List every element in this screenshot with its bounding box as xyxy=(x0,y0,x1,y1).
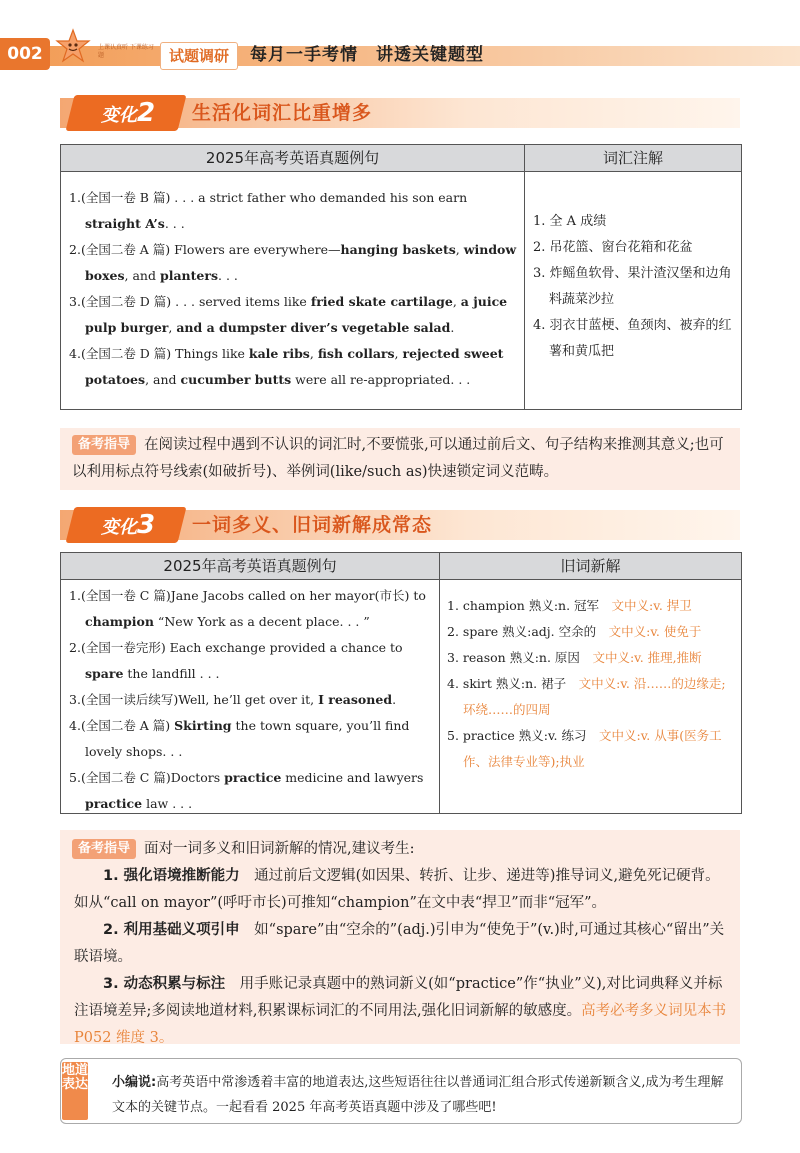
key-phrase: window boxes xyxy=(85,242,517,283)
section2-gloss-1: 1. 全 A 成绩 xyxy=(533,214,607,229)
key-phrase: I reasoned xyxy=(318,692,393,707)
page-number: 002 xyxy=(0,38,50,70)
section2-col-glosses: 词汇注解 xyxy=(525,145,741,171)
gloss-old-meaning: 熟义:n. 裙子 xyxy=(495,676,567,691)
example-text: , xyxy=(168,320,177,335)
tip1-text: 备考指导 在阅读过程中遇到不认识的词汇时,不要慌张,可以通过前后文、句子结构来推测其意义;也可以利用标点符号线索(如破折号)、举例词(like/such as)快速锁定词义范畴。 xyxy=(72,437,724,480)
gloss-spacer xyxy=(566,676,579,691)
example-text: “New York as a decent place. . . ” xyxy=(153,614,370,629)
example-number: 3. xyxy=(69,692,81,707)
example-text: the landfill . . . xyxy=(123,666,220,681)
gloss-number: 3. xyxy=(447,650,463,665)
gloss-number: 2. xyxy=(447,624,463,639)
tip2-item-head: 2. 利用基础义项引申 xyxy=(103,922,240,938)
tip2-item-head: 1. 强化语境推断能力 xyxy=(103,868,240,884)
tip2-box xyxy=(60,830,740,1044)
example-text: . . . xyxy=(164,216,185,231)
section2-gloss-list xyxy=(533,209,733,365)
tip2-item-body: 用手账记录真题中的熟词新义(如“practice”作“执业”义),对比词典释义并标注语境差异;多阅读地道材料,积累课标词汇的不同用法,强化旧词新解的敏感度。 xyxy=(74,976,723,1019)
key-phrase: fried skate cartilage xyxy=(310,294,453,309)
gloss-spacer xyxy=(580,650,593,665)
example-text: , xyxy=(455,242,464,257)
example-text: . . . xyxy=(218,268,238,283)
key-phrase: planters xyxy=(159,268,218,283)
example-number: 4. xyxy=(69,718,81,733)
example-text: Things like xyxy=(171,346,249,361)
key-phrase: a juice pulp burger xyxy=(85,294,508,335)
example-number: 5. xyxy=(69,770,81,785)
example-text: . xyxy=(450,320,455,335)
tip2-label: 备考指导 xyxy=(72,839,136,859)
key-phrase: and a dumpster diver’s vegetable salad xyxy=(176,320,451,335)
example-text: , xyxy=(394,346,403,361)
section2-gloss-4: 4. 羽衣甘蓝梗、鱼颈肉、被弃的红薯和黄瓜把 xyxy=(533,318,732,359)
key-phrase: spare xyxy=(85,666,124,681)
example-number: 1. xyxy=(69,588,81,603)
section2-title: 生活化词汇比重增多 xyxy=(192,102,373,124)
example-number: 3. xyxy=(69,294,81,309)
bottom-side-label: 地道表达 xyxy=(62,1062,88,1120)
section2-tag: 变化2 xyxy=(100,98,156,128)
key-phrase: hanging baskets xyxy=(340,242,456,257)
section2-example-list xyxy=(69,185,517,393)
example-source: (全国二卷 D 篇) xyxy=(80,294,172,309)
section2-example-3 xyxy=(69,289,517,341)
section3-gloss-5 xyxy=(447,723,735,775)
example-text: Jane Jacobs called on her mayor(市长) to xyxy=(170,588,426,603)
example-text: law . . . xyxy=(142,796,193,811)
example-text: the town square, you’ll find lovely shops. . . xyxy=(85,718,410,759)
gloss-new-meaning: 文中义:v. 沿……的边缘走;环绕……的四周 xyxy=(463,676,726,717)
gloss-old-meaning: 熟义:v. 练习 xyxy=(518,728,587,743)
gloss-word: reason xyxy=(462,650,510,665)
example-text: , xyxy=(452,294,461,309)
tip2-list xyxy=(74,863,728,1052)
section2-gloss-3: 3. 炸鳐鱼软骨、果汁渣汉堡和边角料蔬菜沙拉 xyxy=(533,266,732,307)
example-text: Each exchange provided a chance to xyxy=(165,640,403,655)
section3-example-1 xyxy=(69,583,433,635)
example-text: Doctors xyxy=(170,770,225,785)
section3-example-3 xyxy=(69,687,433,713)
example-source: (全国一卷 C 篇) xyxy=(80,588,171,603)
example-source: (全国二卷 C 篇) xyxy=(80,770,171,785)
key-phrase: champion xyxy=(85,614,154,629)
example-number: 1. xyxy=(69,190,81,205)
gloss-number: 4. xyxy=(447,676,463,691)
section2-example-1 xyxy=(69,185,517,237)
key-phrase: Skirting xyxy=(174,718,232,733)
gloss-old-meaning: 熟义:n. 原因 xyxy=(509,650,580,665)
gloss-spacer xyxy=(596,624,609,639)
section3-example-2 xyxy=(69,635,433,687)
tip2-reference: 高考必考多义词见本书 P052 维度 3。 xyxy=(74,1003,727,1046)
section2-example-2 xyxy=(69,237,517,289)
gloss-word: spare xyxy=(462,624,503,639)
section2-table xyxy=(60,144,742,410)
key-phrase: practice xyxy=(224,770,282,785)
section3-table xyxy=(60,552,742,814)
tip2-item-body: 如“spare”由“空余的”(adj.)引申为“使免于”(v.)时,可通过其核心“留出”关联语境。 xyxy=(74,922,725,965)
example-text: Flowers are everywhere— xyxy=(170,242,341,257)
section2-col-examples: 2025年高考英语真题例句 xyxy=(61,145,524,171)
gloss-old-meaning: 熟义:adj. 空余的 xyxy=(502,624,597,639)
section3-gloss-1 xyxy=(447,593,735,619)
gloss-number: 1. xyxy=(447,598,463,613)
gloss-word: champion xyxy=(462,598,529,613)
bottom-text: 小编说:高考英语中常渗透着丰富的地道表达,这些短语往往以普通词汇组合形式传递新颖含义,成为考生理解文本的关键节点。一起看看 2025 年高考英语真题中涉及了哪些吧! xyxy=(112,1075,724,1115)
example-source: (全国一卷 B 篇) xyxy=(80,190,171,205)
gloss-new-meaning: 文中义:v. 捍卫 xyxy=(611,598,692,613)
example-text: Well, he’ll get over it, xyxy=(178,692,319,707)
section3-gloss-2 xyxy=(447,619,735,645)
example-text: , and xyxy=(124,268,160,283)
section3-gloss-4 xyxy=(447,671,735,723)
example-text: , xyxy=(309,346,318,361)
section3-title: 一词多义、旧词新解成常态 xyxy=(192,514,433,536)
example-number: 4. xyxy=(69,346,81,361)
example-source: (全国二卷 A 篇) xyxy=(80,718,171,733)
tip2-item-2 xyxy=(74,917,728,971)
tip1-box xyxy=(60,428,740,490)
gloss-word: practice xyxy=(462,728,519,743)
section2-gloss-2: 2. 吊花篮、窗台花箱和花盆 xyxy=(533,240,693,255)
section3-tag: 变化3 xyxy=(100,510,156,540)
example-source: (全国一卷完形) xyxy=(80,640,166,655)
section3-gloss-list xyxy=(447,593,735,775)
gloss-spacer xyxy=(586,728,599,743)
tip2-intro: 备考指导 面对一词多义和旧词新解的情况,建议考生: xyxy=(72,836,728,863)
section2-example-4 xyxy=(69,341,517,393)
gloss-new-meaning: 文中义:v. 使免于 xyxy=(608,624,702,639)
example-text: . . . a strict father who demanded his son earn xyxy=(170,190,468,205)
example-number: 2. xyxy=(69,640,81,655)
gloss-number: 5. xyxy=(447,728,463,743)
tip2-item-body: 通过前后文逻辑(如因果、转折、让步、递进等)推导词义,避免死记硬背。如从“call on mayor”(呼吁市长)可推知“champion”在文中表“捍卫”而非“冠军”。 xyxy=(74,868,720,911)
example-text: , and xyxy=(145,372,181,387)
section3-example-list xyxy=(69,583,433,817)
section3-gloss-3 xyxy=(447,645,735,671)
key-phrase: kale ribs xyxy=(248,346,310,361)
section3-col-glosses: 旧词新解 xyxy=(440,553,741,579)
example-text: medicine and lawyers xyxy=(281,770,424,785)
tip2-item-3 xyxy=(74,971,728,1052)
header-tag: 试题调研 xyxy=(160,42,238,70)
example-source: (全国二卷 A 篇) xyxy=(80,242,171,257)
gloss-new-meaning: 文中义:v. 推理,推断 xyxy=(592,650,702,665)
example-text: were all re-appropriated. . . xyxy=(291,372,471,387)
mascot-icon xyxy=(54,28,92,70)
example-text: . . . served items like xyxy=(171,294,311,309)
gloss-word: skirt xyxy=(462,676,496,691)
key-phrase: fish collars xyxy=(317,346,395,361)
gloss-old-meaning: 熟义:n. 冠军 xyxy=(528,598,600,613)
tip2-item-1 xyxy=(74,863,728,917)
example-text: . xyxy=(392,692,397,707)
section3-example-5 xyxy=(69,765,433,817)
section3-col-examples: 2025年高考英语真题例句 xyxy=(61,553,439,579)
mascot-caption: 上课认真听 下课练习题 xyxy=(98,44,154,59)
gloss-new-meaning: 文中义:v. 从事(医务工作、法律专业等);执业 xyxy=(463,728,722,769)
section3-example-4 xyxy=(69,713,433,765)
tip1-label: 备考指导 xyxy=(72,435,136,455)
example-source: (全国一读后续写) xyxy=(80,692,179,707)
gloss-spacer xyxy=(599,598,612,613)
key-phrase: straight A’s xyxy=(85,216,165,231)
header-subtitle: 每月一手考情 讲透关键题型 xyxy=(250,45,484,65)
key-phrase: practice xyxy=(85,796,143,811)
example-number: 2. xyxy=(69,242,81,257)
tip2-item-head: 3. 动态积累与标注 xyxy=(103,976,226,992)
key-phrase: cucumber butts xyxy=(180,372,292,387)
key-phrase: rejected sweet potatoes xyxy=(85,346,504,387)
example-source: (全国二卷 D 篇) xyxy=(80,346,172,361)
